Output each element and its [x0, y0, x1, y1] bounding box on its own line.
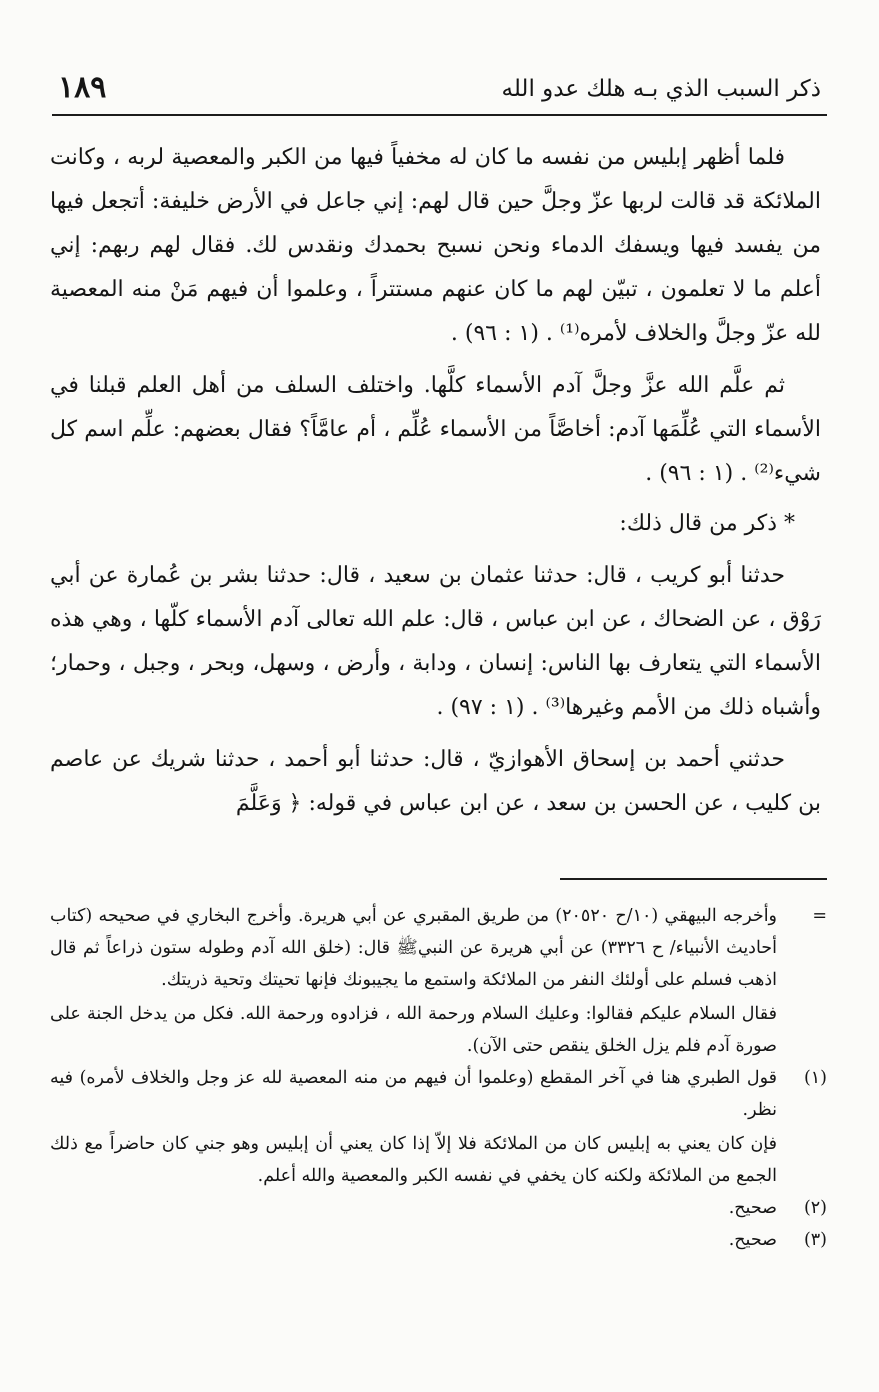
footnote-2 — [50, 1192, 827, 1224]
paragraph-3: حدثنا أبو كريب ، قال: حدثنا عثمان بن سعيد ، قال: حدثنا بشر بن عُمارة عن أبي رَوْق ، عن الضحاك ، عن ابن عباس ، قال: علم الله تعالى آدم الأسماء كلّها ، وهي هذه الأسماء التي يتعارف بها الناس: إنسان ، ودابة ، وأرض ، وسهل، وبحر ، وجبل ، وحمار؛ وأشباه ذلك من الأمم وغيرها⁽³⁾ . (١ : ٩٧) . — [50, 563, 821, 720]
footnote-3 — [50, 1224, 827, 1256]
footnote-continued — [50, 900, 827, 1062]
main-text — [50, 136, 821, 826]
running-header-title: ذكر السبب الذي بـه هلك عدو الله — [501, 76, 821, 102]
header-rule — [52, 114, 827, 116]
page-number: ١٨٩ — [58, 70, 107, 105]
footnote-1 — [50, 1062, 827, 1192]
footnote-marker: (٣) — [803, 1230, 827, 1250]
footnote-marker: = — [812, 906, 827, 926]
footnote-body — [50, 900, 777, 1062]
footnote-separator — [560, 878, 827, 880]
footnote-text: فقال السلام عليكم فقالوا: وعليك السلام ورحمة الله ، فزادوه ورحمة الله. فكل من يدخل الجنة على صورة آدم فلم يزل الخلق ينقص حتى الآن). — [50, 1004, 777, 1056]
footnote-body — [50, 1192, 777, 1224]
footnote-marker: (٢) — [803, 1198, 827, 1218]
footnote-body — [50, 1062, 777, 1192]
footnote-text: قول الطبري هنا في آخر المقطع (وعلموا أن فيهم من منه المعصية لله عز وجل والخلاف لأمره) فيه نظر. — [50, 1068, 777, 1120]
footnotes — [50, 900, 827, 1256]
footnote-text: صحيح. — [728, 1198, 777, 1218]
footnote-text: وأخرجه البيهقي (١٠/ح ٢٠٥٢٠) من طريق المقبري عن أبي هريرة. وأخرج البخاري في صحيحه (كتاب أحاديث الأنبياء/ ح ٣٣٢٦) عن أبي هريرة عن النبيﷺ قال: (خلق الله آدم وطوله ستون ذراعاً ثم قال اذهب فسلم على أولئك النفر من الملائكة واستمع ما يجيبونك فإنها تحيتك وتحية ذريتك. — [50, 906, 778, 990]
paragraph-2: ثم علَّم الله عزَّ وجلَّ آدم الأسماء كلَّها. واختلف السلف من أهل العلم قبلنا في الأسماء التي عُلِّمَها آدم: أخاصَّاً من الأسماء عُلِّم ، أم عامَّاً؟ فقال بعضهم: علِّم اسم كل شيء⁽²⁾ . (١ : ٩٦) . — [50, 373, 821, 486]
section-heading: * ذكر من قال ذلك: — [619, 511, 795, 536]
paragraph-4: حدثني أحمد بن إسحاق الأهوازيّ ، قال: حدثنا أبو أحمد ، حدثنا شريك عن عاصم بن كليب ، عن الحسن بن سعد ، عن ابن عباس في قوله: ﴿ وَعَلَّمَ — [50, 747, 821, 816]
paragraph-1: فلما أظهر إبليس من نفسه ما كان له مخفياً فيها من الكبر والمعصية لربه ، وكانت الملائكة قد قالت لربها عزّ وجلَّ حين قال لهم: إني جاعل في الأرض خليفة: أتجعل فيها من يفسد فيها ويسفك الدماء ونحن نسبح بحمدك ونقدس لك. فقال لهم ربهم: إني أعلم ما لا تعلمون ، تبيّن لهم ما كان عنهم مستتراً ، وعلموا أن فيهم مَنْ منه المعصية لله عزّ وجلَّ والخلاف لأمره⁽¹⁾ . (١ : ٩٦) . — [50, 145, 821, 346]
footnote-body — [50, 1224, 777, 1256]
footnote-text: صحيح. — [728, 1230, 777, 1250]
footnote-text: فإن كان يعني به إبليس كان من الملائكة فلا إلاّ إذا كان يعني أن إبليس وهو جني كان حاضراً مع ذلك الجمع من الملائكة ولكنه كان يخفي في نفسه الكبر والمعصية والله أعلم. — [50, 1134, 777, 1186]
footnote-marker: (١) — [803, 1068, 827, 1088]
